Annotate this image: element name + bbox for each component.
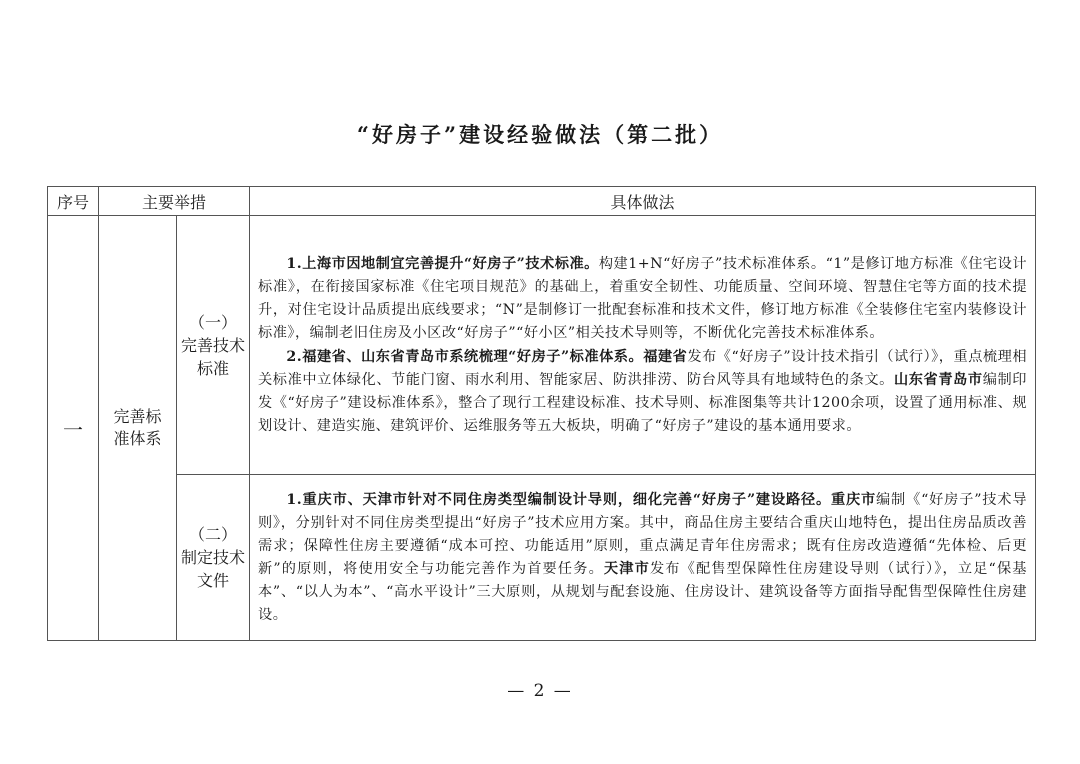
practice-heading-secondary: 天津市 (603, 561, 650, 577)
practice-heading: 1.重庆市、天津市针对不同住房类型编制设计导则，细化完善“好房子”建设路径。重庆市 (286, 491, 877, 508)
sub-measure-1 (177, 216, 250, 475)
practice-paragraph (258, 489, 1027, 628)
sub-measure-1-number: （一） (189, 312, 238, 332)
measure-label: 完善标准体系 (113, 407, 162, 448)
practice-heading-secondary: 山东省青岛市 (893, 371, 983, 388)
practice-paragraph (258, 253, 1027, 345)
practice-heading: 2.福建省、山东省青岛市系统梳理“好房子”标准体系。福建省 (286, 348, 688, 365)
header-num: 序号 (48, 187, 99, 216)
practice-cell-1 (250, 216, 1036, 475)
sub-measure-2-label: 制定技术文件 (181, 548, 246, 590)
practice-heading: 1.上海市因地制宜完善提升“好房子”技术标准。 (286, 256, 599, 273)
sub-measure-2 (177, 475, 250, 641)
table-row (48, 216, 1036, 475)
practice-text-secondary: 编制印发《“好房子”建设标准体系》，整合了现行工程建设标准、技术导则、标准图集等共计1200余项，设置了通用标准、规划设计、建造实施、建筑评价、运维服务等五大板块，明确了“好房子”建设的基本通用要求。 (258, 371, 1028, 434)
practice-text: 编制《“好房子”技术导则》，分别针对不同住房类型提出“好房子”技术应用方案。其中，商品住房主要结合重庆山地特色，提出住房品质改善需求；保障性住房主要遵循“成本可控、功能适用”原则，重点满足青年住房需求；既有住房改造遵循“先体检、后更新”的原则，将使用安全与功能完善作为首要任务。 (258, 491, 1028, 577)
document-title: “好房子”建设经验做法（第二批） (356, 122, 724, 147)
practice-text-secondary: 发布《配售型保障性住房建设导则（试行）》，立足“保基本”、“以人为本”、“高水平设计”三大原则，从规划与配套设施、住房设计、建筑设备等方面指导配售型保障性住房建设。 (258, 561, 1028, 624)
header-practice: 具体做法 (250, 187, 1036, 216)
measures-table (47, 186, 1036, 641)
practice-text: 构建1+N“好房子”技术标准体系。“1”是修订地方标准《住宅设计标准》，在衔接国家标准《住宅项目规范》的基础上，着重安全韧性、功能质量、空间环境、智慧住宅等方面的技术提升，对住宅设计品质提出底线要求；“N”是制修订一批配套标准和技术文件，修订地方标准《全装修住宅室内装修设计标准》，编制老旧住房及小区改“好房子”“好小区”相关技术导则等，不断优化完善技术标准体系。 (258, 256, 1028, 342)
header-measure: 主要举措 (99, 187, 250, 216)
row-number: 一 (48, 216, 99, 641)
table-row (48, 475, 1036, 641)
practice-text: 发布《“好房子”设计技术指引（试行）》，重点梳理相关标准中立体绿化、节能门窗、雨水利用、智能家居、防洪排涝、防台风等具有地域特色的条文。 (258, 348, 1028, 388)
practice-cell-2 (250, 475, 1036, 641)
practice-paragraph (258, 346, 1027, 438)
sub-measure-1-label: 完善技术标准 (181, 335, 246, 378)
sub-measure-2-number: （二） (189, 525, 238, 544)
measure-cell (99, 216, 177, 641)
page-number: — 2 — (507, 681, 573, 701)
table-header-row (48, 187, 1036, 216)
